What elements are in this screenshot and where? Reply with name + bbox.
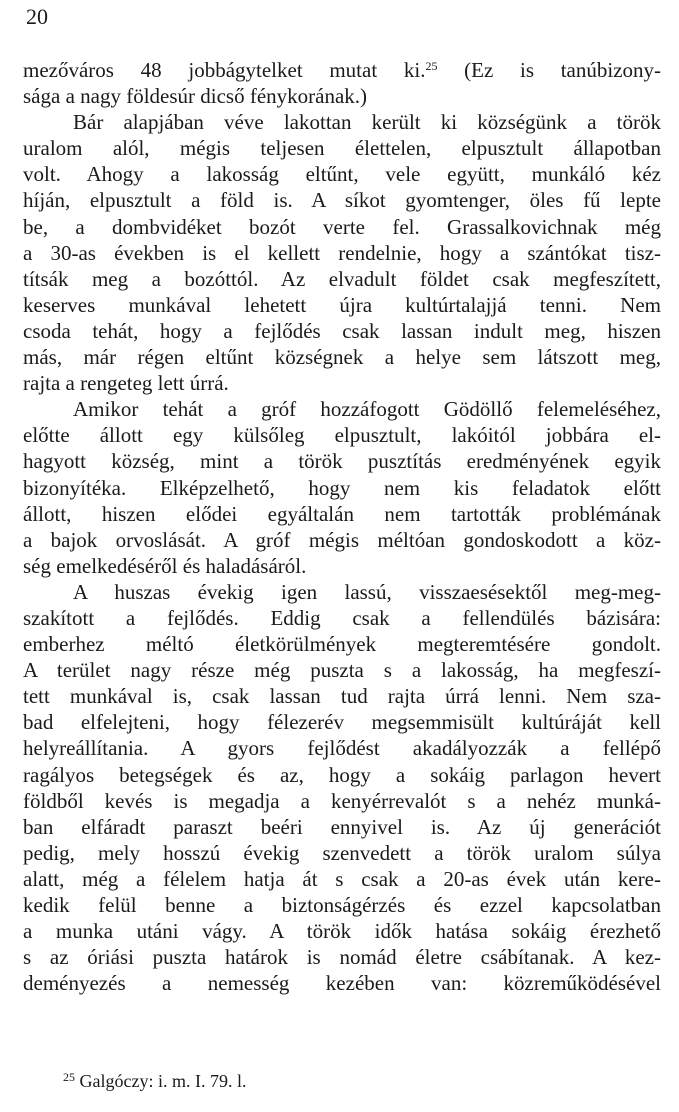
text-line: állott, hiszen elődei egyáltalán nem tartották problémának bbox=[23, 501, 661, 526]
text-line: tett munkával is, csak lassan tud rajta úrrá lenni. Nem sza- bbox=[23, 684, 661, 709]
text-line: előtte állott egy külsőleg elpusztult, lakóitól jobbára el- bbox=[23, 423, 661, 448]
text-line: A huszas évekig igen lassú, visszaesésektől meg-meg- bbox=[73, 579, 661, 604]
text-line: ragályos betegségek és az, hogy a sokáig parlagon hevert bbox=[23, 762, 661, 787]
text-line: sága a nagy földesúr dicső fénykorának.) bbox=[23, 84, 368, 109]
text-line: emberhez méltó életkörülmények megteremtésére gondolt. bbox=[23, 632, 661, 657]
text-line: földből kevés is megadja a kenyérrevalót s a nehéz munká- bbox=[23, 788, 661, 813]
text-line: helyreállítania. A gyors fejlődést akadályozzák a fellépő bbox=[23, 736, 661, 761]
text-line: rajta a rengeteg lett úrrá. bbox=[23, 371, 229, 396]
text-line: szakított a fejlődés. Eddig csak a fellendülés bázisára: bbox=[23, 605, 661, 630]
text-line: pedig, mely hosszú évekig szenvedett a török uralom súlya bbox=[23, 840, 661, 865]
text-line: híján, elpusztult a föld is. A síkot gyomtenger, öles fű lepte bbox=[23, 188, 661, 213]
text-line: bizonyítéka. Elképzelhető, hogy nem kis feladatok előtt bbox=[23, 475, 661, 500]
page-number: 20 bbox=[26, 4, 48, 29]
text-segment: mezőváros 48 jobbágytelket mutat ki. bbox=[23, 58, 426, 82]
footnote-marker: 25 bbox=[63, 1070, 75, 1084]
text-line: ség emelkedéséről és haladásáról. bbox=[23, 553, 307, 578]
text-segment: (Ez is tanúbizony- bbox=[437, 58, 661, 82]
footnote-text: Galgóczy: i. m. I. 79. l. bbox=[75, 1071, 247, 1091]
text-line: uralom alól, mégis teljesen élettelen, elpusztult állapotban bbox=[23, 136, 661, 161]
text-line: ban elfáradt paraszt beéri ennyivel is. Az új generációt bbox=[23, 814, 661, 839]
text-line: Amikor tehát a gróf hozzáfogott Gödöllő felemeléséhez, bbox=[73, 397, 661, 422]
text-line: alatt, még a félelem hatja át s csak a 20-as évek után kere- bbox=[23, 866, 661, 891]
text-line: s az óriási puszta határok is nomád életre csábítanak. A kez- bbox=[23, 945, 661, 970]
text-line: a 30-as években is el kellett rendelnie, hogy a szántókat tisz- bbox=[23, 240, 661, 265]
text-line: keserves munkával lehetett újra kultúrtalajjá tenni. Nem bbox=[23, 292, 661, 317]
text-line: A terület nagy része még puszta s a lakosság, ha megfeszí- bbox=[23, 658, 661, 683]
text-line: Bár alapjában véve lakottan került ki községünk a török bbox=[73, 110, 661, 135]
footnote-reference: 25 bbox=[425, 59, 438, 73]
text-line: csoda tehát, hogy a fejlődés csak lassan indult meg, hiszen bbox=[23, 318, 661, 343]
text-line: volt. Ahogy a lakosság eltűnt, vele együtt, munkáló kéz bbox=[23, 162, 661, 187]
text-line: más, már régen eltűnt községnek a helye sem látszott meg, bbox=[23, 345, 661, 370]
text-line: a munka utáni vágy. A török idők hatása sokáig érezhető bbox=[23, 919, 661, 944]
text-line: títsák meg a bozóttól. Az elvadult földet csak megfeszített, bbox=[23, 266, 661, 291]
text-line: be, a dombvidéket bozót verte fel. Grassalkovichnak még bbox=[23, 214, 661, 239]
text-line: deményezés a nemesség kezében van: közreműködésével bbox=[23, 971, 661, 996]
text-line bbox=[23, 57, 661, 83]
text-line: kedik felül benne a biztonságérzés és ezzel kapcsolatban bbox=[23, 893, 661, 917]
text-line: a bajok orvoslását. A gróf mégis méltóan gondoskodott a köz- bbox=[23, 527, 661, 552]
text-line: bad elfelejteni, hogy félezerév megsemmisült kultúráját kell bbox=[23, 710, 661, 735]
text-line: hagyott község, mint a török pusztítás eredményének egyik bbox=[23, 449, 661, 474]
body-text bbox=[23, 57, 661, 996]
footnote bbox=[63, 1070, 246, 1092]
